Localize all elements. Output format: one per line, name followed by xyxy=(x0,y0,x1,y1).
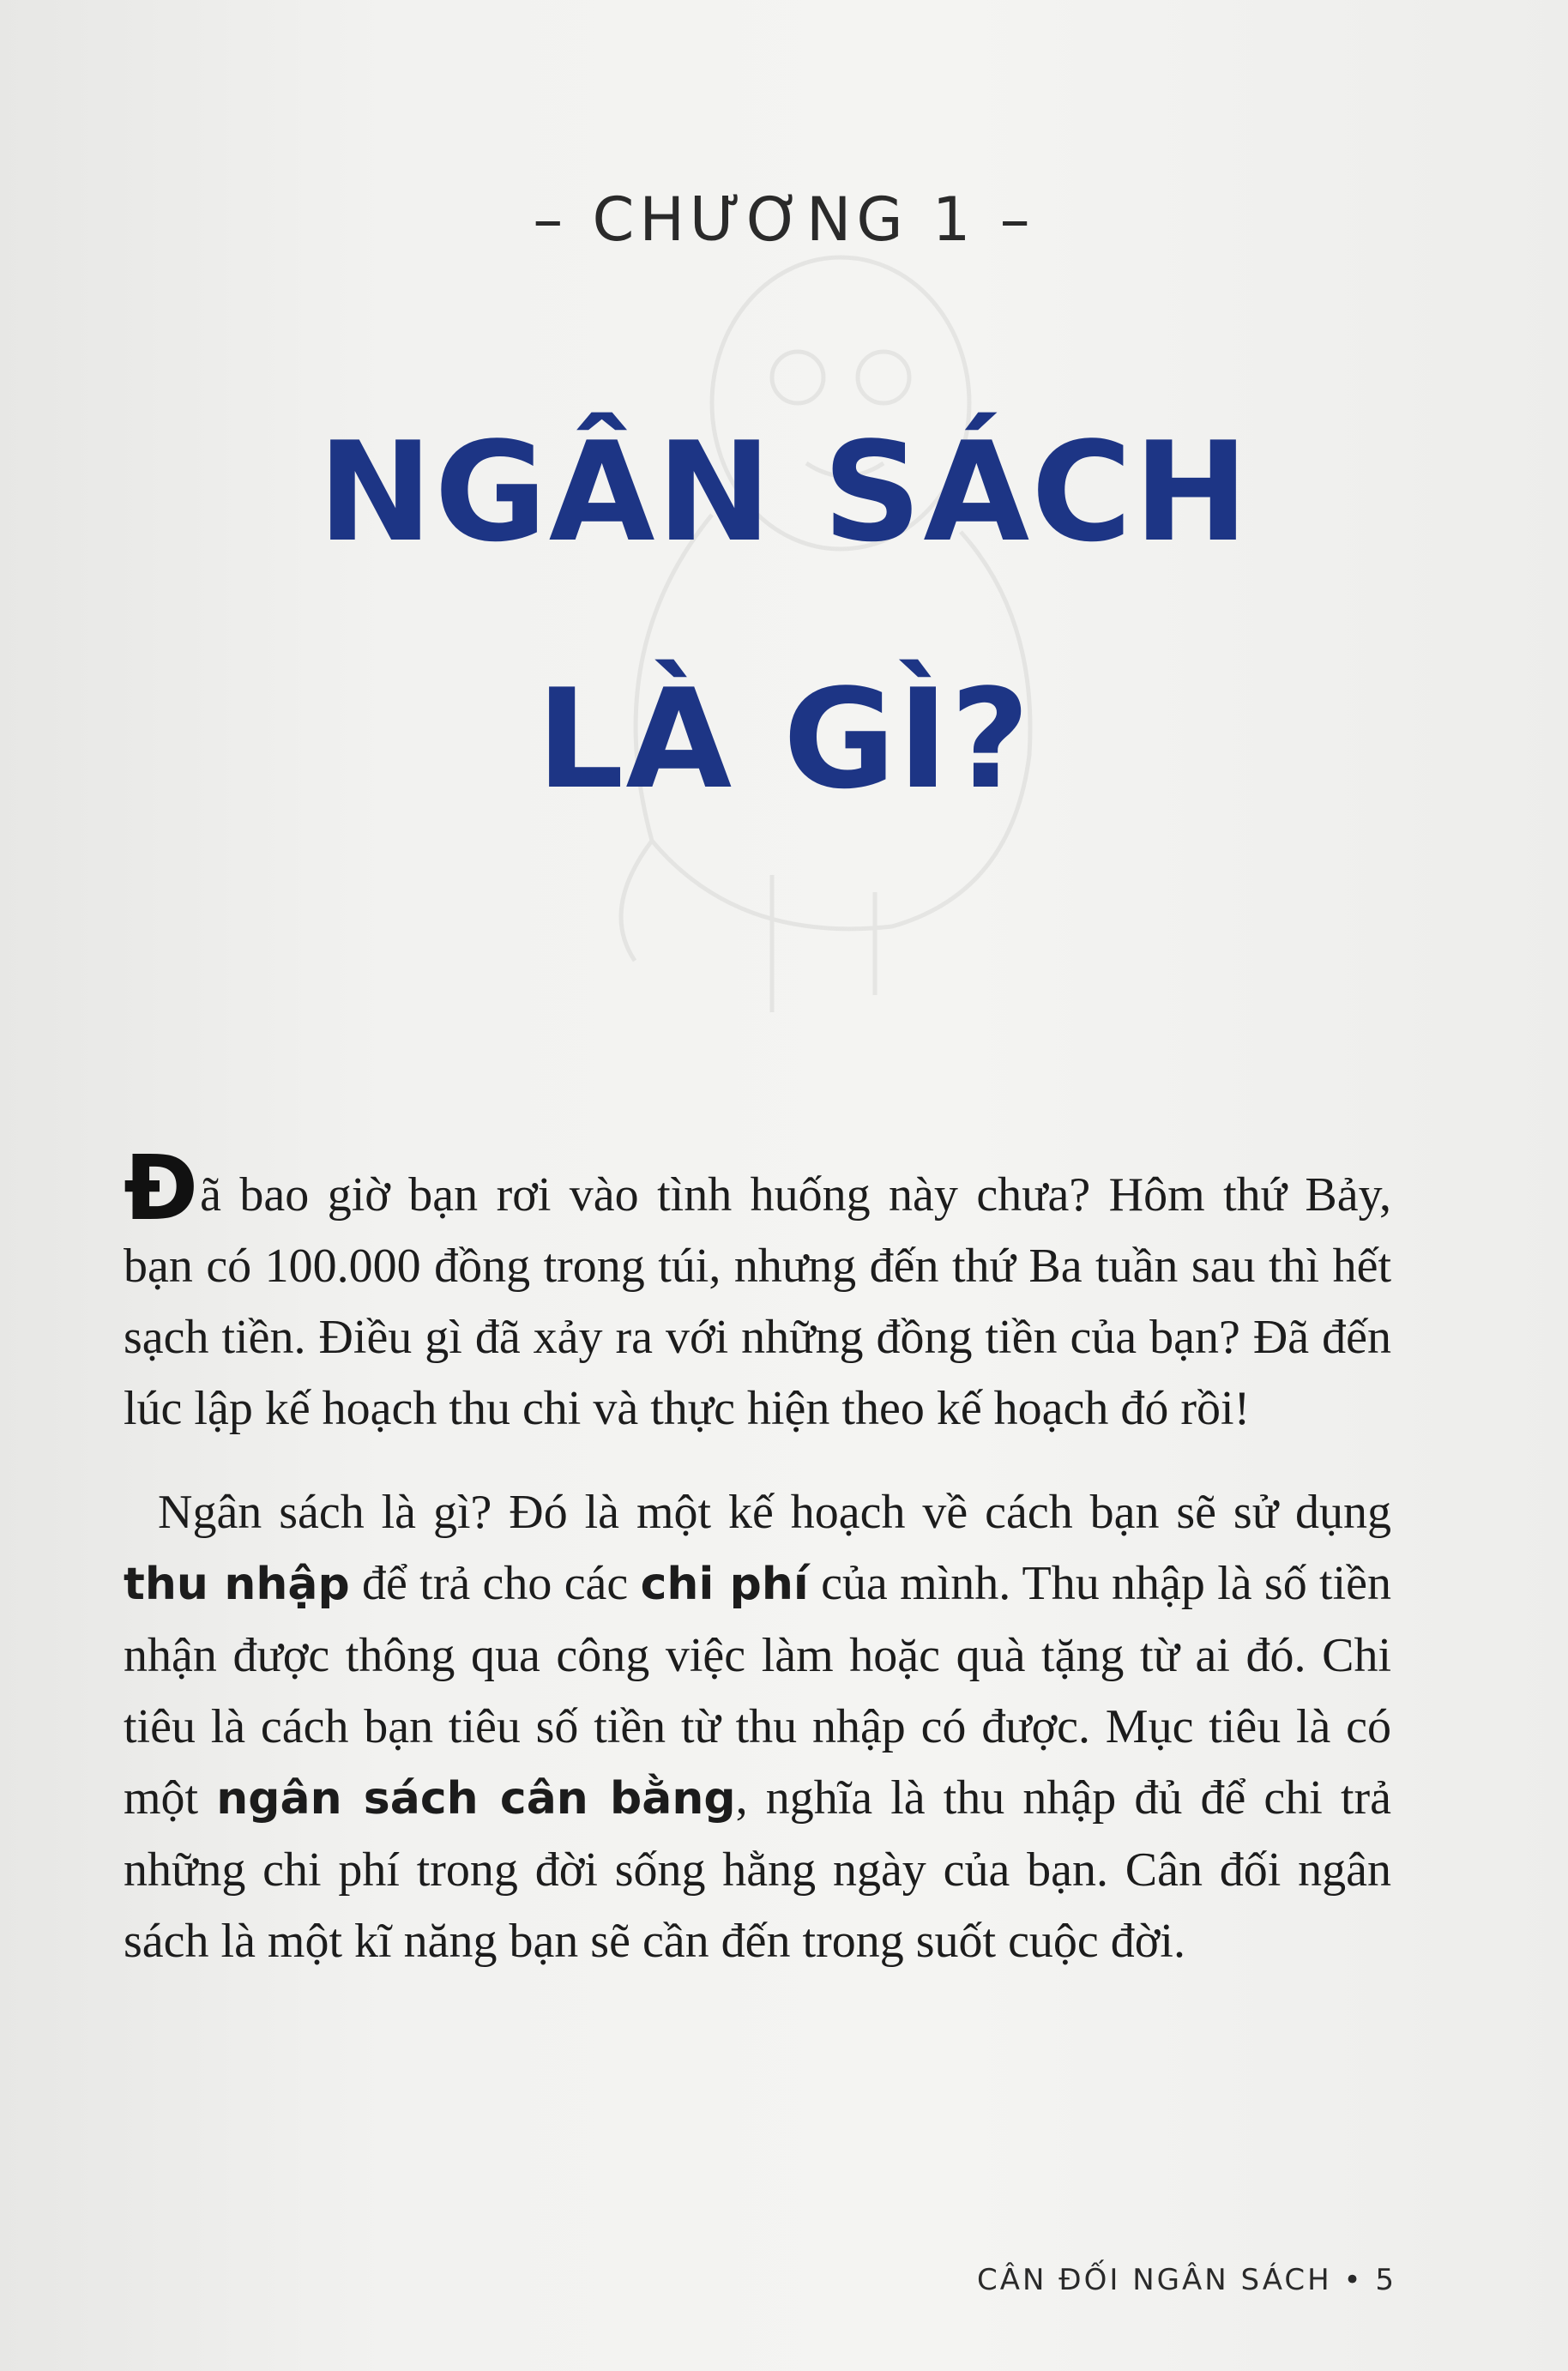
footer-separator: • xyxy=(1343,2263,1364,2297)
definition-paragraph xyxy=(124,1477,1391,1977)
definition-text-2: để trả cho các xyxy=(349,1557,641,1610)
definition-text-3: của mình. Thu nhập là số tiền nhận được thông qua công việc làm hoặc quà tặng từ ai đó. Chi tiêu là cách bạn tiêu số tiền từ thu nhập có được. Mục tiêu là có một xyxy=(124,1557,1392,1825)
page-number: 5 xyxy=(1375,2263,1396,2297)
chapter-title xyxy=(0,369,1525,863)
definition-text-1: Ngân sách là gì? Đó là một kế hoạch về cách bạn sẽ sử dụng xyxy=(158,1486,1391,1539)
keyword-income: thu nhập xyxy=(124,1559,350,1610)
chapter-label: – CHƯƠNG 1 – xyxy=(533,184,1035,255)
keyword-balanced-budget: ngân sách cân bằng xyxy=(216,1773,736,1825)
drop-cap: Đ xyxy=(124,1136,199,1240)
chapter-title-line-1: NGÂN SÁCH xyxy=(317,412,1251,572)
body-text xyxy=(124,1136,1392,1977)
intro-paragraph-text: ã bao giờ bạn rơi vào tình huống này chưa? Hôm thứ Bảy, bạn có 100.000 đồng trong túi, nhưng đến thứ Ba tuần sau thì hết sạch tiền. Điều gì đã xảy ra với những đồng tiền của bạn? Đã đến lúc lập kế hoạch thu chi và thực hiện theo kế hoạch đó rồi! xyxy=(124,1168,1391,1435)
definition-text-4: , nghĩa là thu nhập đủ để chi trả những chi phí trong đời sống hằng ngày của bạn. Cân đối ngân sách là một kĩ năng bạn sẽ cần đến trong suốt cuộc đời. xyxy=(124,1771,1392,1968)
page-footer xyxy=(977,2263,1396,2297)
running-title: CÂN ĐỐI NGÂN SÁCH xyxy=(977,2263,1332,2297)
keyword-expenses: chi phí xyxy=(640,1559,809,1610)
intro-paragraph xyxy=(124,1136,1391,1445)
chapter-title-line-2: LÀ GÌ? xyxy=(536,659,1032,819)
